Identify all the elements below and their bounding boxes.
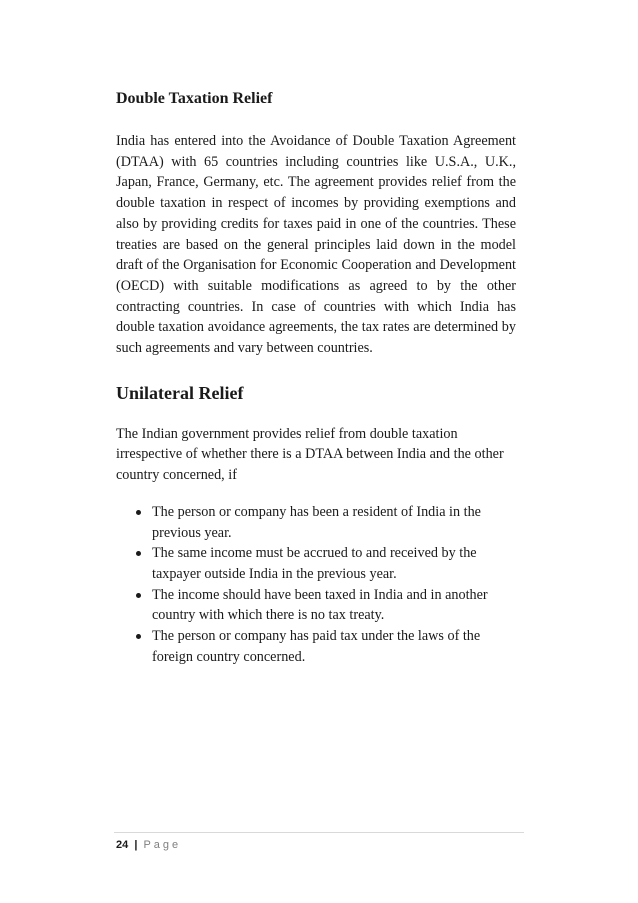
section-heading-unilateral-relief: Unilateral Relief [116, 382, 244, 403]
list-item [152, 626, 516, 667]
footer-separator: | [134, 839, 138, 851]
list-item-text: The same income must be accrued to and received by the taxpayer outside India in the previous year. [152, 545, 477, 582]
conditions-list [116, 502, 516, 668]
page-footer [116, 838, 181, 852]
list-item [152, 585, 516, 626]
page-number: 24 [116, 839, 129, 851]
bullet-icon [136, 634, 141, 639]
list-item-text: The person or company has been a resident of India in the previous year. [152, 503, 481, 541]
footer-divider [114, 832, 524, 833]
list-item-text: The income should have been taxed in India and in another country with which there is no tax treaty. [152, 586, 488, 624]
list-item-text: The person or company has paid tax under the laws of the foreign country concerned. [152, 628, 481, 665]
page-label: Page [143, 839, 182, 851]
section-heading-double-taxation-relief: Double Taxation Relief [116, 90, 273, 107]
list-item [152, 543, 516, 584]
double-taxation-paragraph: India has entered into the Avoidance of Double Taxation Agreement (DTAA) with 65 countries including countries like U.S.A., U.K., Japan, France, Germany, etc. The agreement provides relief from the double taxation in respect of incomes by providing exemptions and also by providing credits for taxes paid in one of the countries. These treaties are based on the general principles laid down in the model draft of the Organisation for Economic Cooperation and Development (OECD) with suitable modifications as agreed to by the other contracting countries. In case of countries with which India has double taxation avoidance agreements, the tax rates are determined by such agreements and vary between countries. [116, 133, 516, 357]
bullet-icon [136, 593, 141, 598]
bullet-icon [136, 510, 141, 515]
page-content [116, 88, 516, 667]
unilateral-relief-paragraph: The Indian government provides relief from double taxation irrespective of whether there is a DTAA between India and the other country concerned, if [116, 425, 504, 484]
bullet-icon [136, 551, 141, 556]
list-item [152, 502, 516, 543]
